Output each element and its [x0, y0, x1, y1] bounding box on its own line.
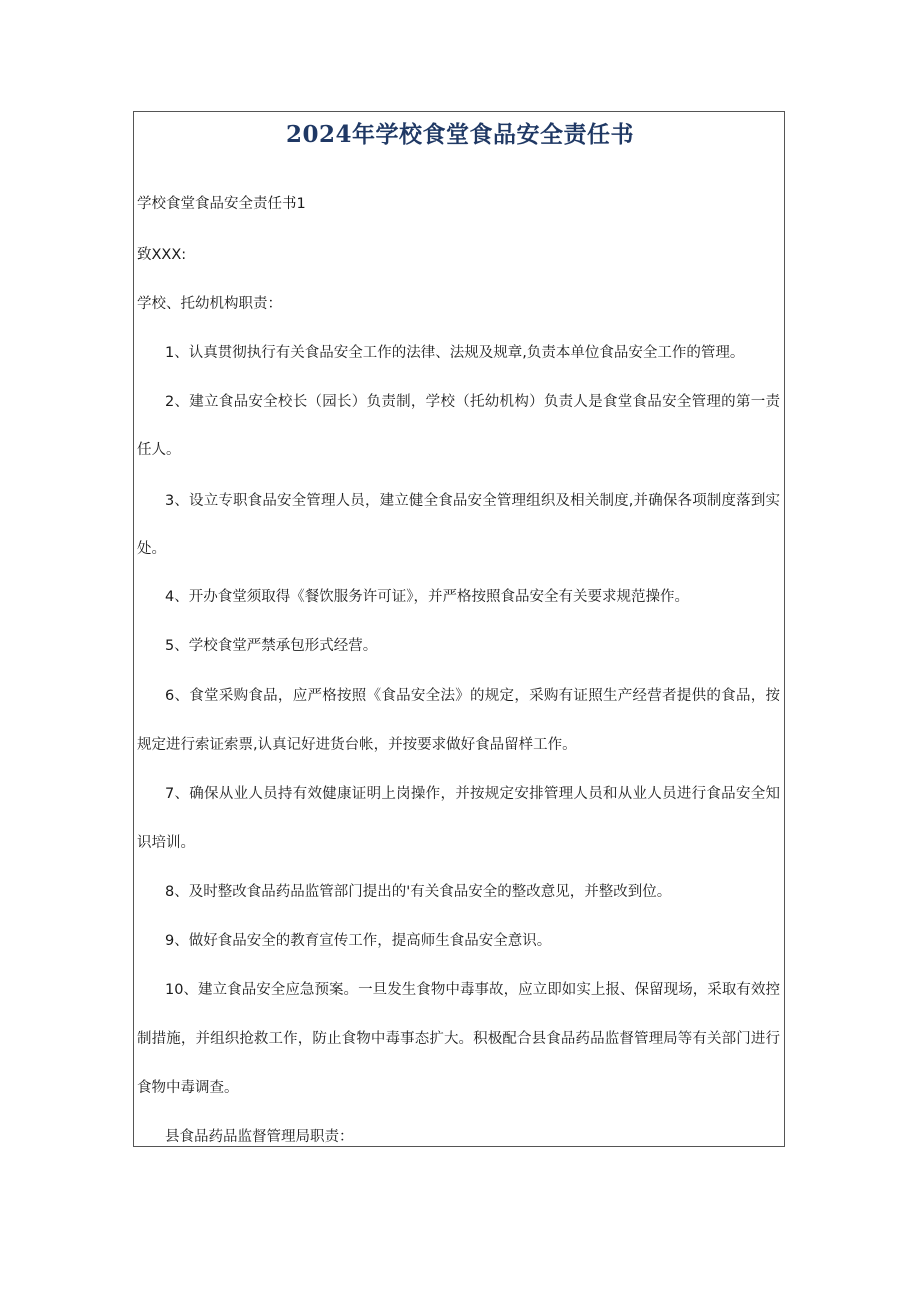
item-10-line-1: 10、建立食品安全应急预案。一旦发生食物中毒事故，应立即如实上报、保留现场，采取有效控: [165, 982, 780, 998]
item-7-line-1: 7、确保从业人员持有效健康证明上岗操作，并按规定安排管理人员和从业人员进行食品安全知: [165, 786, 780, 802]
item-6-line-2: 规定进行索证索票,认真记好进货台帐，并按要求做好食品留样工作。: [137, 737, 577, 753]
item-4: 4、开办食堂须取得《餐饮服务许可证》，并严格按照食品安全有关要求规范操作。: [165, 589, 689, 605]
item-8: 8、及时整改食品药品监管部门提出的'有关食品安全的整改意见，并整改到位。: [165, 884, 672, 900]
section-heading-school: 学校、托幼机构职责：: [137, 296, 282, 312]
item-2-line-1: 2、建立食品安全校长（园长）负责制，学校（托幼机构）负责人是食堂食品安全管理的第一责: [165, 394, 780, 410]
item-9: 9、做好食品安全的教育宣传工作，提高师生食品安全意识。: [165, 933, 552, 949]
salutation: 致XXX:: [137, 247, 187, 263]
item-2-line-2: 任人。: [137, 442, 181, 458]
item-7-line-2: 识培训。: [137, 835, 195, 851]
document-title: 2024年学校食堂食品安全责任书: [285, 121, 634, 148]
item-10-line-2: 制措施，并组织抢救工作，防止食物中毒事态扩大。积极配合县食品药品监督管理局等有关部门进行: [137, 1031, 780, 1047]
item-3-line-1: 3、设立专职食品安全管理人员，建立健全食品安全管理组织及相关制度,并确保各项制度落到实: [165, 493, 780, 509]
item-10-line-3: 食物中毒调查。: [137, 1080, 239, 1096]
item-3-line-2: 处。: [137, 541, 166, 557]
item-5: 5、学校食堂严禁承包形式经营。: [165, 638, 378, 654]
document-subtitle: 学校食堂食品安全责任书1: [137, 196, 306, 212]
item-1: 1、认真贯彻执行有关食品安全工作的法律、法规及规章,负责本单位食品安全工作的管理。: [165, 345, 745, 361]
item-6-line-1: 6、食堂采购食品，应严格按照《食品安全法》的规定，采购有证照生产经营者提供的食品，按: [165, 688, 780, 704]
section-heading-bureau: 县食品药品监督管理局职责：: [165, 1129, 354, 1145]
